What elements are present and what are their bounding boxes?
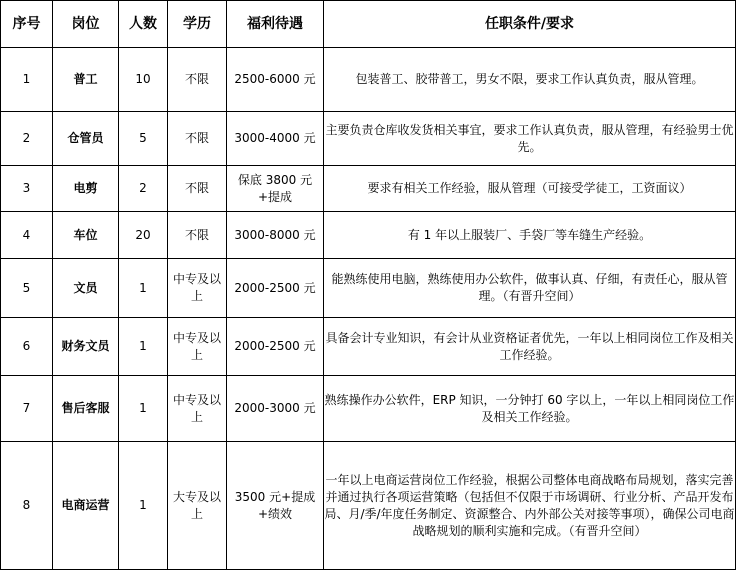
table-row [1, 442, 736, 570]
cell-requirements: 能熟练使用电脑，熟练使用办公软件，做事认真、仔细，有责任心，服从管理。（有晋升空间） [324, 259, 736, 318]
cell-benefits: 2500-6000 元 [227, 48, 324, 112]
table-row [1, 376, 736, 442]
header-count: 人数 [119, 1, 168, 48]
cell-count: 20 [119, 212, 168, 259]
cell-position: 财务文员 [53, 318, 119, 376]
cell-position: 车位 [53, 212, 119, 259]
cell-benefits: 2000-3000 元 [227, 376, 324, 442]
header-requirements: 任职条件/要求 [324, 1, 736, 48]
header-no: 序号 [1, 1, 53, 48]
cell-position: 电剪 [53, 166, 119, 212]
cell-benefits: 2000-2500 元 [227, 259, 324, 318]
cell-benefits: 3500 元+提成+绩效 [227, 442, 324, 570]
cell-education: 中专及以上 [168, 259, 227, 318]
cell-no: 2 [1, 112, 53, 166]
header-education: 学历 [168, 1, 227, 48]
cell-requirements: 主要负责仓库收发货相关事宜，要求工作认真负责，服从管理，有经验男士优先。 [324, 112, 736, 166]
table-row [1, 318, 736, 376]
cell-education: 中专及以上 [168, 376, 227, 442]
cell-no: 3 [1, 166, 53, 212]
table-row [1, 112, 736, 166]
cell-requirements: 包装普工、胶带普工，男女不限，要求工作认真负责，服从管理。 [324, 48, 736, 112]
cell-count: 5 [119, 112, 168, 166]
header-row [1, 1, 736, 48]
cell-count: 2 [119, 166, 168, 212]
cell-position: 仓管员 [53, 112, 119, 166]
header-benefits: 福利待遇 [227, 1, 324, 48]
header-position: 岗位 [53, 1, 119, 48]
cell-count: 1 [119, 442, 168, 570]
cell-no: 7 [1, 376, 53, 442]
cell-count: 1 [119, 376, 168, 442]
cell-no: 6 [1, 318, 53, 376]
cell-education: 不限 [168, 112, 227, 166]
cell-benefits: 2000-2500 元 [227, 318, 324, 376]
cell-education: 中专及以上 [168, 318, 227, 376]
cell-education: 不限 [168, 48, 227, 112]
table-row [1, 212, 736, 259]
cell-no: 8 [1, 442, 53, 570]
cell-education: 大专及以上 [168, 442, 227, 570]
cell-requirements: 一年以上电商运营岗位工作经验，根据公司整体电商战略布局规划，落实完善并通过执行各项运营策略（包括但不仅限于市场调研、行业分析、产品开发布局、月/季/年度任务制定、资源整合、内外部公关对接等事项），确保公司电商战略规划的顺利实施和完成。（有晋升空间） [324, 442, 736, 570]
cell-education: 不限 [168, 166, 227, 212]
cell-no: 1 [1, 48, 53, 112]
table-row [1, 48, 736, 112]
cell-no: 5 [1, 259, 53, 318]
cell-requirements: 熟练操作办公软件，ERP 知识，一分钟打 60 字以上，一年以上相同岗位工作及相关工作经验。 [324, 376, 736, 442]
cell-count: 1 [119, 318, 168, 376]
cell-count: 10 [119, 48, 168, 112]
cell-requirements: 有 1 年以上服装厂、手袋厂等车缝生产经验。 [324, 212, 736, 259]
cell-requirements: 具备会计专业知识，有会计从业资格证者优先，一年以上相同岗位工作及相关工作经验。 [324, 318, 736, 376]
cell-position: 电商运营 [53, 442, 119, 570]
cell-benefits: 3000-8000 元 [227, 212, 324, 259]
cell-education: 不限 [168, 212, 227, 259]
cell-benefits: 保底 3800 元+提成 [227, 166, 324, 212]
cell-benefits: 3000-4000 元 [227, 112, 324, 166]
cell-requirements: 要求有相关工作经验，服从管理（可接受学徒工，工资面议） [324, 166, 736, 212]
cell-position: 文员 [53, 259, 119, 318]
cell-position: 售后客服 [53, 376, 119, 442]
cell-position: 普工 [53, 48, 119, 112]
table-row [1, 166, 736, 212]
cell-count: 1 [119, 259, 168, 318]
cell-no: 4 [1, 212, 53, 259]
table-row [1, 259, 736, 318]
